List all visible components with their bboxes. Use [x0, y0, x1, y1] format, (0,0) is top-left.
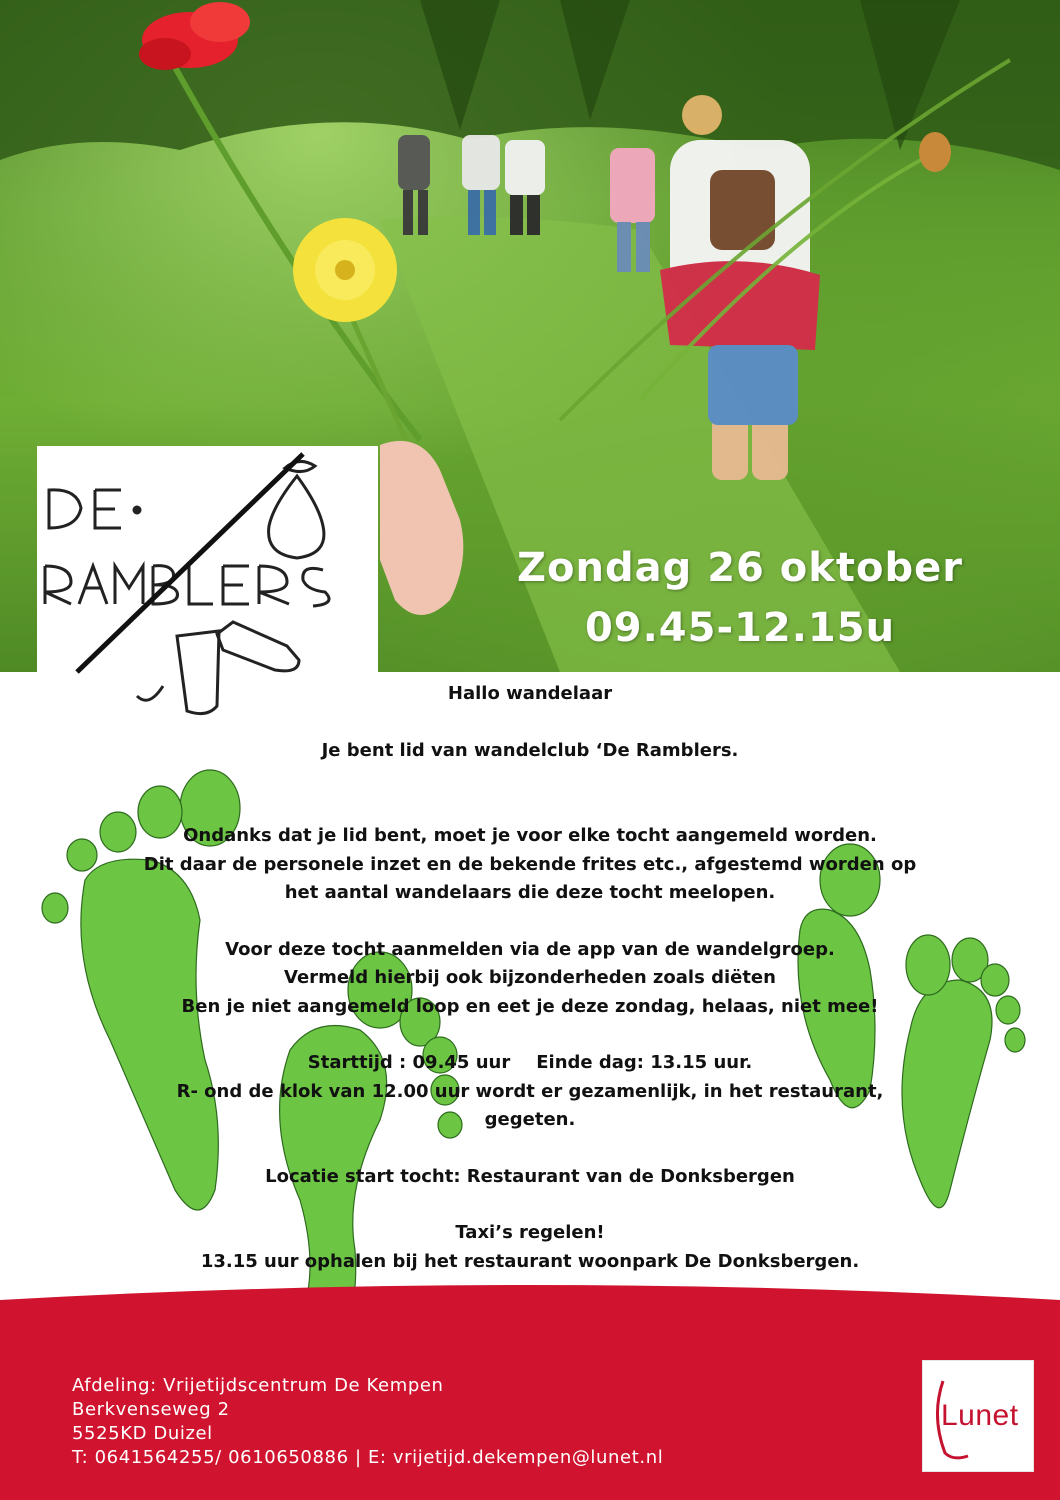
footer-address — [72, 1374, 663, 1470]
contact-line: T: 0641564255/ 0610650886 | E: vrijetijd.dekempen@lunet.nl — [72, 1447, 664, 1468]
event-time: 09.45-12.15u — [584, 605, 896, 651]
registration-line-1: Ondanks dat je lid bent, moet je voor elke tocht aangemeld worden. — [183, 825, 877, 846]
taxi-pickup-line: 13.15 uur ophalen bij het restaurant woonpark De Donksbergen. — [200, 1250, 860, 1272]
taxi-heading: Taxi’s regelen! — [455, 1222, 605, 1243]
end-time: Einde dag: 13.15 uur. — [536, 1052, 753, 1073]
lunch-line-2: gegeten. — [484, 1109, 576, 1130]
not-registered-line: Ben je niet aangemeld loop en eet je deze zondag, helaas, niet mee! — [181, 995, 879, 1017]
greeting: Hallo wandelaar — [447, 683, 613, 704]
lunch-line-1: R- ond de klok van 12.00 uur wordt er gezamenlijk, in het restaurant, — [176, 1080, 884, 1102]
app-signup-line: Voor deze tocht aanmelden via de app van de wandelgroep. — [225, 938, 835, 960]
registration-line-2: Dit daar de personele inzet en de bekende frites etc., afgestemd worden op — [143, 853, 917, 875]
event-date: Zondag 26 oktober — [517, 545, 963, 591]
lunet-wordmark: Lunet — [941, 1399, 1019, 1432]
registration-line-3: het aantal wandelaars die deze tocht meelopen. — [284, 882, 776, 903]
lunet-logo — [922, 1360, 1034, 1472]
dietary-line: Vermeld hierbij ook bijzonderheden zoals diëten — [284, 967, 776, 988]
times-line — [0, 1049, 1060, 1078]
start-time: Starttijd : 09.45 uur — [307, 1052, 511, 1073]
city-line: 5525KD Duizel — [72, 1423, 213, 1444]
street-line: Berkvenseweg 2 — [72, 1399, 230, 1420]
department-line: Afdeling: Vrijetijdscentrum De Kempen — [72, 1375, 444, 1396]
membership-note: Je bent lid van wandelclub ‘De Ramblers. — [321, 739, 739, 761]
location-line: Locatie start tocht: Restaurant van de Donksbergen — [265, 1165, 795, 1187]
invitation-text — [0, 680, 1060, 1276]
